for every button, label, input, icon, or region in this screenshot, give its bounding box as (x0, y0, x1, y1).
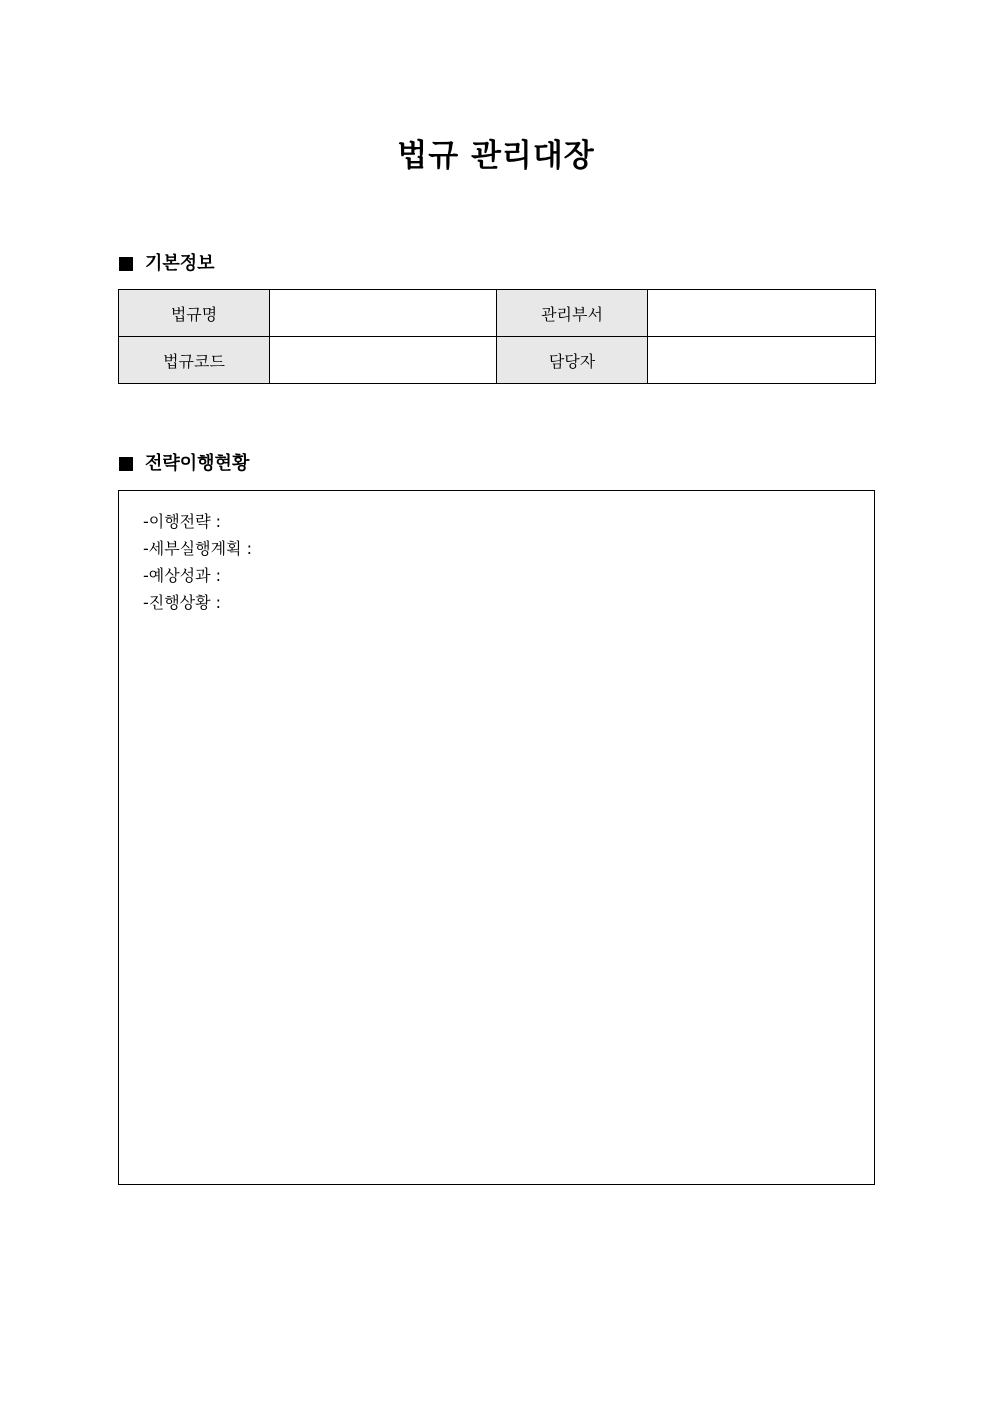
square-bullet-icon (119, 457, 133, 471)
section-strategy-heading (119, 452, 249, 476)
strategy-line-expected-outcome: -예상성과 : (143, 566, 222, 585)
section-basic-info-label: 기본정보 (145, 253, 215, 274)
table-row (119, 337, 876, 384)
law-name-field[interactable] (270, 290, 497, 337)
law-name-label: 법규명 (119, 290, 270, 337)
law-code-field[interactable] (270, 337, 497, 384)
person-in-charge-label: 담당자 (497, 337, 648, 384)
strategy-line-detailed-plan: -세부실행계획 : (143, 539, 252, 558)
strategy-line-implementation: -이행전략 : (143, 512, 222, 531)
square-bullet-icon (119, 257, 133, 271)
section-strategy-label: 전략이행현황 (145, 453, 250, 474)
managing-dept-field[interactable] (648, 290, 876, 337)
table-row (119, 290, 876, 337)
managing-dept-label: 관리부서 (497, 290, 648, 337)
strategy-status-box[interactable] (118, 490, 875, 1185)
law-code-label: 법규코드 (119, 337, 270, 384)
page-title: 법규 관리대장 (397, 138, 595, 174)
basic-info-table (118, 289, 876, 384)
strategy-line-progress: -진행상황 : (143, 593, 222, 612)
section-basic-info-heading (119, 252, 215, 276)
person-in-charge-field[interactable] (648, 337, 876, 384)
